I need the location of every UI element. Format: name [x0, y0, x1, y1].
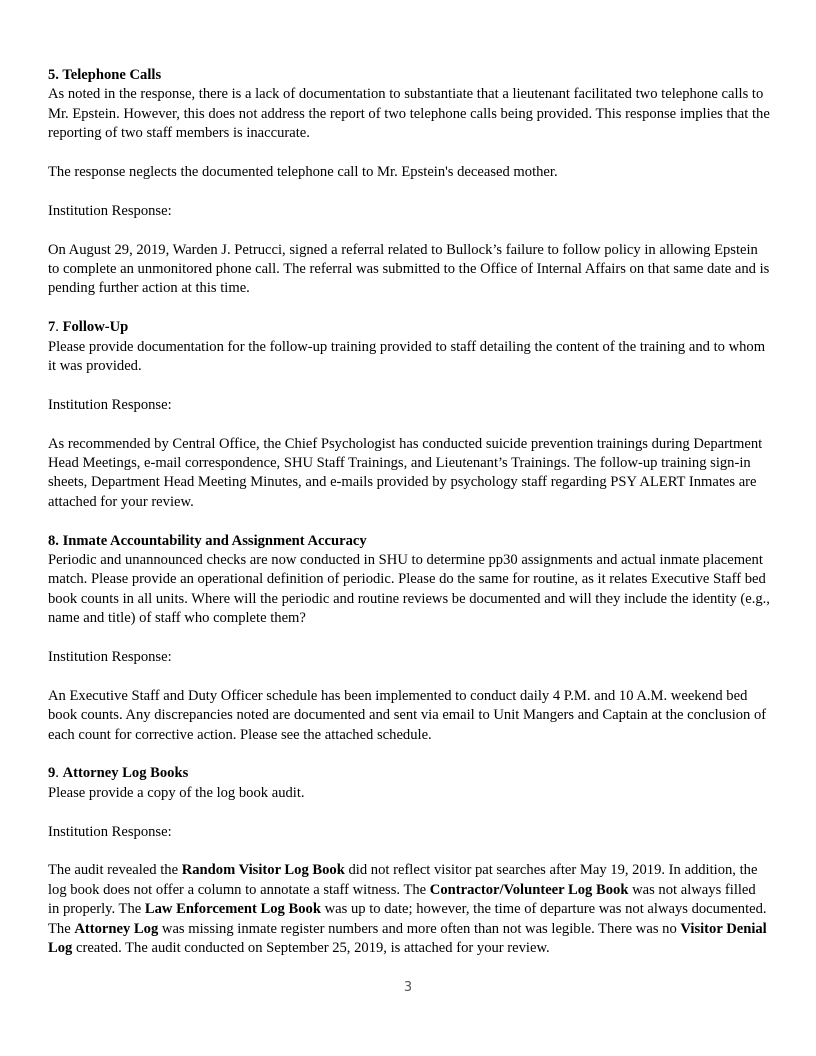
response-label: Institution Response: — [48, 823, 172, 840]
section-title: Telephone Calls — [62, 67, 162, 83]
log-book-name: Law Enforcement Log Book — [144, 901, 321, 918]
response-text: On August 29, 2019, Warden J. Petrucci, signed a referral related to Bullock’s failure to follow policy in allowing Epstein to complete an unmonitored phone call. The referral was submitted to the Office of Internal Affairs on that same date and is pending further action at this time. — [48, 241, 770, 297]
log-book-name: Random Visitor Log Book — [181, 862, 345, 879]
section-number: 8. — [48, 532, 59, 549]
section-heading: 7. Follow-Up — [48, 319, 129, 336]
response-label: Institution Response: — [48, 396, 172, 413]
response-text: An Executive Staff and Duty Officer schedule has been implemented to conduct daily 4 P.M. and 10 A.M. weekend bed book counts. Any discrepancies noted are documented and sent via email to Unit Mangers and Captain at the conclusion of each count for corrective action. Please see the attached schedule. — [48, 687, 767, 743]
section-number: 5. — [48, 67, 59, 83]
section-attorney-log-books — [48, 764, 770, 958]
log-book-name: Contractor/Volunteer Log Book — [429, 881, 629, 898]
section-telephone-calls — [48, 66, 770, 299]
page-number: 3 — [403, 980, 413, 995]
section-heading: 9. Attorney Log Books — [48, 765, 189, 782]
document-page — [48, 66, 770, 959]
section-paragraph: Please provide a copy of the log book audit. — [48, 784, 305, 801]
response-text: The audit revealed the Random Visitor Log Book did not reflect visitor pat searches after May 19, 2019. In addition, the log book does not offer a column to annotate a staff witness. The Contractor/Volunteer Log Book was not always filled in properly. The Law Enforcement Log Book was up to date; however, the time of departure was not always documented. The Attorney Log was missing inmate register numbers and more often than not was legible. There was no Visitor Denial Log created. The audit conducted on September 25, 2019, is attached for your review. — [48, 862, 767, 957]
response-label: Institution Response: — [48, 202, 172, 219]
log-book-name: Visitor Denial Log — [48, 920, 767, 957]
section-title: Attorney Log Books — [62, 765, 189, 782]
section-number: 7 — [48, 319, 56, 336]
response-text: As recommended by Central Office, the Chief Psychologist has conducted suicide prevention trainings during Department Head Meetings, e-mail correspondence, SHU Staff Trainings, and Lieutenant’s Trainings. The follow-up training sign-in sheets, Department Head Meeting Minutes, and e-mails provided by psychology staff regarding PSY ALERT Inmates are attached for your review. — [48, 435, 763, 510]
section-paragraph: As noted in the response, there is a lack of documentation to substantiate that a lieutenant facilitated two telephone calls to Mr. Epstein. However, this does not address the report of two telephone calls being provided. This response implies that the reporting of two staff members is inaccurate. — [48, 86, 770, 142]
section-paragraph: The response neglects the documented telephone call to Mr. Epstein's deceased mother. — [48, 164, 558, 181]
response-label: Institution Response: — [48, 649, 172, 666]
section-inmate-accountability — [48, 532, 770, 745]
log-book-name: Attorney Log — [74, 920, 159, 937]
section-title: Follow-Up — [62, 319, 129, 336]
section-follow-up — [48, 318, 770, 512]
section-paragraph: Please provide documentation for the follow-up training provided to staff detailing the content of the training and to whom it was provided. — [48, 338, 766, 375]
section-number: 9 — [48, 765, 56, 782]
section-heading — [48, 532, 770, 551]
section-title: Inmate Accountability and Assignment Accuracy — [62, 532, 367, 549]
section-paragraph: Periodic and unannounced checks are now conducted in SHU to determine pp30 assignments and actual inmate placement match. Please provide an operational definition of periodic. Please do the same for routine, as it relates Executive Staff bed book counts in all units. Where will the periodic and routine reviews be documented and will they include the identity (e.g., name and title) of staff who complete them? — [48, 552, 770, 627]
section-heading — [48, 66, 770, 85]
